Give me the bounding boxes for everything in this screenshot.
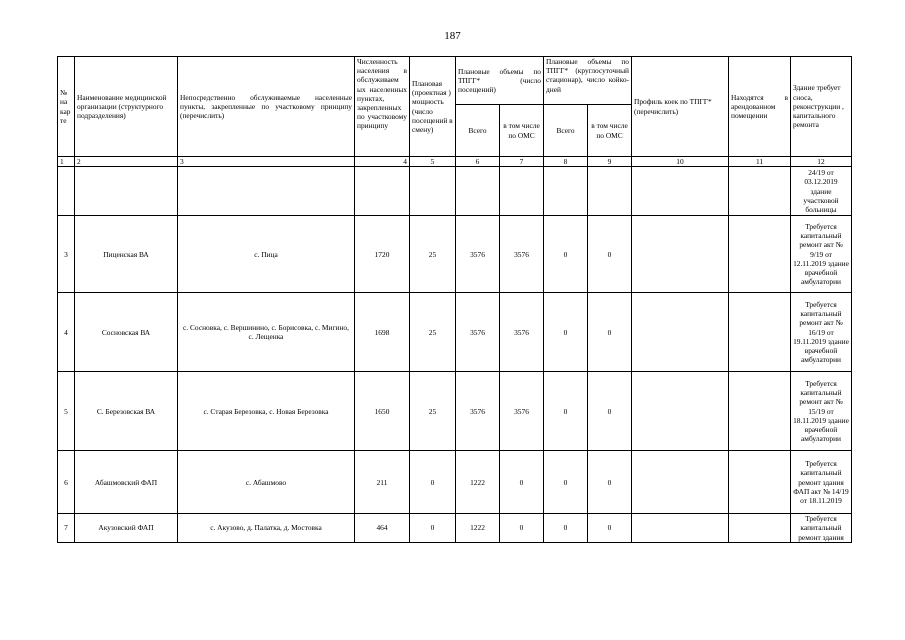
column-number: 4 [355, 157, 410, 167]
table-row [58, 514, 852, 543]
subheader-beds-oms: в том числе по ОМС [588, 105, 632, 157]
capacity: 25 [410, 372, 456, 451]
building-status: Требуется капитальный ремонт акт № 9/19 от 12.11.2019 здание врачебной амбулатории [791, 216, 852, 293]
subheader-visits-oms: в том числе по ОМС [500, 105, 544, 157]
building-status: 24/19 от 03.12.2019 здание участковой больницы [791, 167, 852, 216]
beds-total: 0 [544, 451, 588, 514]
bed-profile [632, 451, 729, 514]
facility-name: Сосновская ВА [75, 293, 178, 372]
beds-total: 0 [544, 372, 588, 451]
capacity [410, 167, 456, 216]
header-col-building: Здание требует сноса, реконструкции , капитального ремонта [791, 57, 852, 157]
capacity: 25 [410, 293, 456, 372]
header-col-population: Численность населения в обслуживаем ых населенных пунктах, закрепленных по участковому принципу [355, 57, 410, 157]
beds-total: 0 [544, 514, 588, 543]
table-row [58, 216, 852, 293]
header-group-beds: Плановые объемы по ТПГГ* (круглосуточный стационар), число койко-дней [544, 57, 632, 105]
facility-name: Акузовский ФАП [75, 514, 178, 543]
bed-profile [632, 372, 729, 451]
beds-total [544, 167, 588, 216]
visits-total: 1222 [456, 451, 500, 514]
column-number: 5 [410, 157, 456, 167]
row-number: 7 [58, 514, 75, 543]
beds-oms: 0 [588, 514, 632, 543]
building-status: Требуется капитальный ремонт здания [791, 514, 852, 543]
rented-premises [729, 451, 791, 514]
bed-profile [632, 167, 729, 216]
column-number: 11 [729, 157, 791, 167]
population [355, 167, 410, 216]
building-status: Требуется капитальный ремонт здания ФАП акт № 14/19 от 18.11.2019 [791, 451, 852, 514]
beds-total: 0 [544, 216, 588, 293]
bed-profile [632, 514, 729, 543]
subheader-visits-total: Всего [456, 105, 500, 157]
header-col-name: Наименование медицинской организации (структурного подразделения) [75, 57, 178, 157]
visits-oms: 3576 [500, 372, 544, 451]
visits-total [456, 167, 500, 216]
served-points: с. Акузово, д. Палатка, д. Мостовка [178, 514, 355, 543]
served-points: с. Сосновка, с. Вершинино, с. Борисовка, с. Мигино, с. Лещенка [178, 293, 355, 372]
column-number: 2 [75, 157, 178, 167]
building-status: Требуется капитальный ремонт акт № 16/19 от 19.11.2019 здание врачебной амбулатории [791, 293, 852, 372]
header-col-points: Непосредственно обслуживаемые населенные пункты, закрепленные по участковому принципу (перечислить) [178, 57, 355, 157]
population: 464 [355, 514, 410, 543]
subheader-beds-total: Всего [544, 105, 588, 157]
beds-total: 0 [544, 293, 588, 372]
capacity: 0 [410, 514, 456, 543]
facility-name [75, 167, 178, 216]
visits-oms: 0 [500, 514, 544, 543]
column-numbers-row [58, 157, 852, 167]
header-col-rented: Находятся в арендованном помещении [729, 57, 791, 157]
header-col-number: № на кар те [58, 57, 75, 157]
visits-oms: 0 [500, 451, 544, 514]
visits-oms [500, 167, 544, 216]
facilities-table [57, 56, 852, 543]
column-number: 1 [58, 157, 75, 167]
population: 1698 [355, 293, 410, 372]
served-points: с. Пица [178, 216, 355, 293]
visits-total: 3576 [456, 293, 500, 372]
population: 211 [355, 451, 410, 514]
column-number: 10 [632, 157, 729, 167]
row-number: 6 [58, 451, 75, 514]
column-number: 9 [588, 157, 632, 167]
header-col-profile: Профиль коек по ТПГГ* (перечислить) [632, 57, 729, 157]
population: 1720 [355, 216, 410, 293]
bed-profile [632, 293, 729, 372]
visits-total: 3576 [456, 372, 500, 451]
visits-total: 1222 [456, 514, 500, 543]
bed-profile [632, 216, 729, 293]
row-number [58, 167, 75, 216]
facility-name: Пиценская ВА [75, 216, 178, 293]
served-points: с. Старая Березовка, с. Новая Березовка [178, 372, 355, 451]
facility-name: Абашмовский ФАП [75, 451, 178, 514]
served-points: с. Абашмово [178, 451, 355, 514]
row-number: 4 [58, 293, 75, 372]
rented-premises [729, 167, 791, 216]
capacity: 25 [410, 216, 456, 293]
table-row [58, 451, 852, 514]
header-col-capacity: Плановая (проектная ) мощность (число посещений в смену) [410, 57, 456, 157]
rented-premises [729, 216, 791, 293]
header-group-visits: Плановые объемы по ТПГГ* (число посещений) [456, 57, 544, 105]
rented-premises [729, 372, 791, 451]
column-number: 12 [791, 157, 852, 167]
facility-name: С. Березовская ВА [75, 372, 178, 451]
row-number: 3 [58, 216, 75, 293]
column-number: 3 [178, 157, 355, 167]
beds-oms: 0 [588, 216, 632, 293]
rented-premises [729, 293, 791, 372]
table-row [58, 372, 852, 451]
table-row [58, 293, 852, 372]
visits-oms: 3576 [500, 216, 544, 293]
population: 1650 [355, 372, 410, 451]
capacity: 0 [410, 451, 456, 514]
column-number: 6 [456, 157, 500, 167]
beds-oms: 0 [588, 451, 632, 514]
table-row [58, 167, 852, 216]
rented-premises [729, 514, 791, 543]
table-header-row [58, 57, 852, 105]
visits-oms: 3576 [500, 293, 544, 372]
row-number: 5 [58, 372, 75, 451]
beds-oms: 0 [588, 372, 632, 451]
beds-oms [588, 167, 632, 216]
building-status: Требуется капитальный ремонт акт № 15/19 от 18.11.2019 здание врачебной амбулатории [791, 372, 852, 451]
visits-total: 3576 [456, 216, 500, 293]
column-number: 8 [544, 157, 588, 167]
served-points [178, 167, 355, 216]
column-number: 7 [500, 157, 544, 167]
page-number: 187 [444, 30, 461, 42]
beds-oms: 0 [588, 293, 632, 372]
